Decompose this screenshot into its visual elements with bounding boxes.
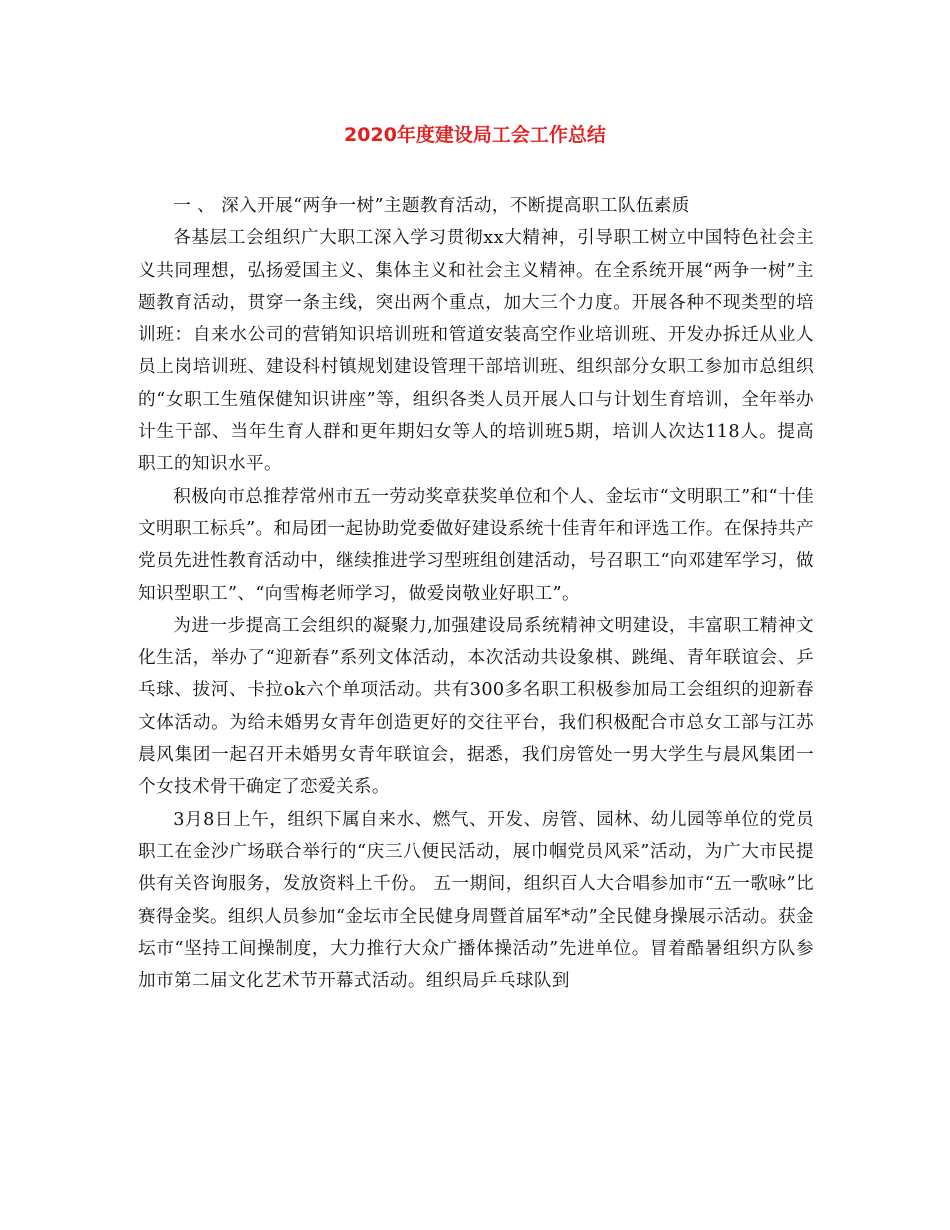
paragraph-2: 积极向市总推荐常州市五一劳动奖章获奖单位和个人、金坛市“文明职工”和“十佳文明职工标兵”。和局团一起协助党委做好建设系统十佳青年和评选工作。在保持共产党员先进性教育活动中，继续推进学习型班组创建活动，号召职工“向邓建军学习，做知识型职工”、“向雪梅老师学习，做爱岗敬业好职工”。 xyxy=(138,486,814,604)
paragraph-1: 各基层工会组织广大职工深入学习贯彻xx大精神，引导职工树立中国特色社会主义共同理想，弘扬爱国主义、集体主义和社会主义精神。在全系统开展“两争一树”主题教育活动，贯穿一条主线，突出两个重点，加大三个力度。开展各种不现类型的培训班：自来水公司的营销知识培训班和管道安装高空作业培训班、开发办拆迁从业人员上岗培训班、建设科村镇规划建设管理干部培训班、组织部分女职工参加市总组织的“女职工生殖保健知识讲座”等，组织各类人员开展人口与计划生育培训，全年举办计生干部、当年生育人群和更年期妇女等人的培训班5期，培训人次达118人。提高职工的知识水平。 xyxy=(138,228,814,475)
section-heading: 一 、 深入开展“两争一树”主题教育活动，不断提高职工队伍素质 xyxy=(173,196,690,216)
paragraph-4: 3月8日上午，组织下属自来水、燃气、开发、房管、园林、幼儿园等单位的党员职工在金沙广场联合举行的“庆三八便民活动，展巾帼党员风采”活动，为广大市民提供有关咨询服务，发放资料上千份。 五一期间，组织百人大合唱参加市“五一歌咏”比赛得金奖。组织人员参加“金坛市全民健身周暨首届军*动”全民健身操展示活动。获金坛市“坚持工间操制度，大力推行大众广播体操活动”先进单位。冒着酷暑组织方队参加市第二届文化艺术节开幕式活动。组织局乒乓球队到 xyxy=(138,809,814,992)
paragraph-3: 为进一步提高工会组织的凝聚力,加强建设局系统精神文明建设，丰富职工精神文化生活，举办了“迎新春”系列文体活动，本次活动共设象棋、跳绳、青年联谊会、乒乓球、拔河、卡拉ok六个单项活动。共有300多名职工积极参加局工会组织的迎新春文体活动。为给未婚男女青年创造更好的交往平台，我们积极配合市总女工部与江苏晨风集团一起召开未婚男女青年联谊会，据悉，我们房管处一男大学生与晨风集团一个女技术骨干确定了恋爱关系。 xyxy=(138,615,814,798)
document-title: 2020年度建设局工会工作总结 xyxy=(344,124,606,146)
document-body xyxy=(138,190,814,997)
